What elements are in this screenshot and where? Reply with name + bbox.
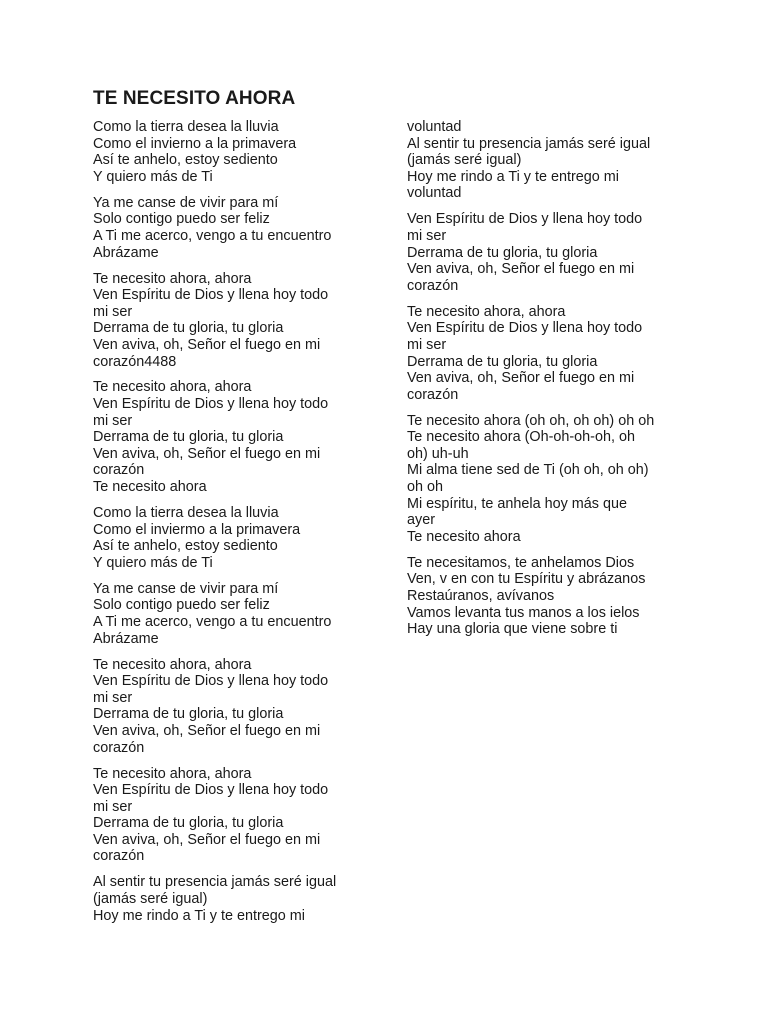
lyric-line: oh oh: [407, 479, 444, 496]
lyrics-column-right: [407, 119, 687, 647]
lyric-line: Como el invierno a la primavera: [93, 135, 297, 152]
lyrics-stanza: [407, 119, 687, 202]
lyric-line: Ven Espíritu de Dios y llena hoy todo: [407, 211, 643, 228]
lyric-line: Te necesitamos, te anhelamos Dios: [407, 554, 635, 571]
lyric-line: Al sentir tu presencia jamás seré igual: [407, 135, 651, 152]
lyric-line: Derrama de tu gloria, tu gloria: [93, 320, 284, 337]
lyric-line: Hoy me rindo a Ti y te entrego mi: [93, 907, 305, 924]
lyrics-stanza: [407, 413, 687, 546]
lyric-line: mi ser: [407, 227, 447, 244]
lyrics-stanza: [93, 379, 373, 495]
lyric-line: ayer: [407, 512, 435, 529]
lyric-line: Te necesito ahora, ahora: [93, 765, 252, 782]
lyrics-stanza: [93, 119, 373, 185]
lyric-line: mi ser: [93, 303, 133, 320]
lyric-line: corazón: [93, 848, 145, 865]
lyric-line: (jamás seré igual): [407, 152, 522, 169]
lyric-line: Te necesito ahora, ahora: [93, 656, 252, 673]
lyric-line: Ya me canse de vivir para mí: [93, 580, 279, 597]
lyric-line: Derrama de tu gloria, tu gloria: [407, 244, 598, 261]
lyric-line: mi ser: [93, 412, 133, 429]
lyric-line: (jamás seré igual): [93, 891, 208, 908]
lyric-line: Y quiero más de Ti: [93, 168, 213, 185]
lyric-line: voluntad: [407, 185, 462, 202]
lyrics-column-left: [93, 119, 373, 934]
lyric-line: Mi espíritu, te anhela hoy más que: [407, 495, 627, 512]
lyric-line: Abrázame: [93, 244, 159, 261]
lyric-line: voluntad: [407, 119, 462, 135]
lyric-line: mi ser: [93, 798, 133, 815]
lyric-line: Ven aviva, oh, Señor el fuego en mi: [407, 370, 635, 387]
lyrics-stanza: [93, 657, 373, 757]
lyric-line: Vamos levanta tus manos a los ielos: [407, 604, 640, 621]
lyrics-stanza: [93, 874, 373, 924]
lyric-line: Solo contigo puedo ser feliz: [93, 597, 270, 614]
lyrics-stanza: [93, 766, 373, 866]
lyric-line: corazón: [407, 386, 459, 403]
lyric-line: Te necesito ahora (oh oh, oh oh) oh oh: [407, 412, 655, 429]
lyric-line: Ven aviva, oh, Señor el fuego en mi: [93, 336, 321, 353]
lyric-line: Al sentir tu presencia jamás seré igual: [93, 874, 337, 891]
lyric-line: Ven Espíritu de Dios y llena hoy todo: [407, 320, 643, 337]
lyric-line: Te necesito ahora: [93, 479, 207, 496]
lyric-line: Como la tierra desea la lluvia: [93, 505, 279, 522]
lyric-line: A Ti me acerco, vengo a tu encuentro: [93, 613, 332, 630]
lyric-line: mi ser: [93, 689, 133, 706]
lyrics-stanza: [93, 271, 373, 371]
lyric-line: Te necesito ahora: [407, 528, 521, 545]
lyric-line: Ya me canse de vivir para mí: [93, 194, 279, 211]
lyric-line: Ven, v en con tu Espíritu y abrázanos: [407, 571, 646, 588]
song-title: TE NECESITO AHORA: [93, 88, 296, 109]
lyrics-stanza: [93, 581, 373, 647]
lyric-line: Restaúranos, avívanos: [407, 588, 555, 604]
lyric-line: corazón: [93, 739, 145, 756]
lyric-line: Te necesito ahora, ahora: [407, 303, 566, 320]
lyric-line: Abrázame: [93, 630, 159, 647]
lyrics-stanza: [93, 505, 373, 571]
lyric-line: oh) uh-uh: [407, 445, 469, 462]
lyric-line: Derrama de tu gloria, tu gloria: [93, 815, 284, 832]
lyrics-stanza: [407, 304, 687, 404]
lyric-line: Hoy me rindo a Ti y te entrego mi: [407, 168, 619, 185]
lyric-line: Ven aviva, oh, Señor el fuego en mi: [93, 445, 321, 462]
lyric-line: Como la tierra desea la lluvia: [93, 119, 279, 135]
lyric-line: Hay una gloria que viene sobre ti: [407, 621, 618, 638]
lyric-line: Y quiero más de Ti: [93, 554, 213, 571]
lyric-line: Mi alma tiene sed de Ti (oh oh, oh oh): [407, 462, 649, 479]
lyric-line: Ven aviva, oh, Señor el fuego en mi: [93, 722, 321, 739]
lyric-line: mi ser: [407, 336, 447, 353]
lyrics-stanza: [407, 211, 687, 294]
lyric-line: Como el inviermo a la primavera: [93, 521, 301, 538]
lyric-line: Ven Espíritu de Dios y llena hoy todo: [93, 673, 329, 690]
lyric-line: Ven Espíritu de Dios y llena hoy todo: [93, 782, 329, 799]
lyric-line: Ven aviva, oh, Señor el fuego en mi: [93, 831, 321, 848]
lyric-line: Te necesito ahora, ahora: [93, 270, 252, 287]
lyric-line: Solo contigo puedo ser feliz: [93, 211, 270, 228]
lyric-line: corazón4488: [93, 353, 177, 370]
lyric-line: Así te anhelo, estoy sediento: [93, 152, 278, 169]
lyrics-stanza: [407, 555, 687, 638]
lyric-line: Te necesito ahora (Oh-oh-oh-oh, oh: [407, 429, 635, 446]
lyric-line: Ven Espíritu de Dios y llena hoy todo: [93, 396, 329, 413]
lyric-line: Te necesito ahora, ahora: [93, 379, 252, 396]
lyric-line: corazón: [407, 277, 459, 294]
lyric-line: Derrama de tu gloria, tu gloria: [93, 706, 284, 723]
lyric-line: Derrama de tu gloria, tu gloria: [407, 353, 598, 370]
lyric-line: Ven Espíritu de Dios y llena hoy todo: [93, 287, 329, 304]
lyric-line: A Ti me acerco, vengo a tu encuentro: [93, 227, 332, 244]
lyric-line: Así te anhelo, estoy sediento: [93, 538, 278, 555]
lyric-line: corazón: [93, 462, 145, 479]
lyric-line: Derrama de tu gloria, tu gloria: [93, 429, 284, 446]
lyric-line: Ven aviva, oh, Señor el fuego en mi: [407, 261, 635, 278]
lyrics-stanza: [93, 195, 373, 261]
